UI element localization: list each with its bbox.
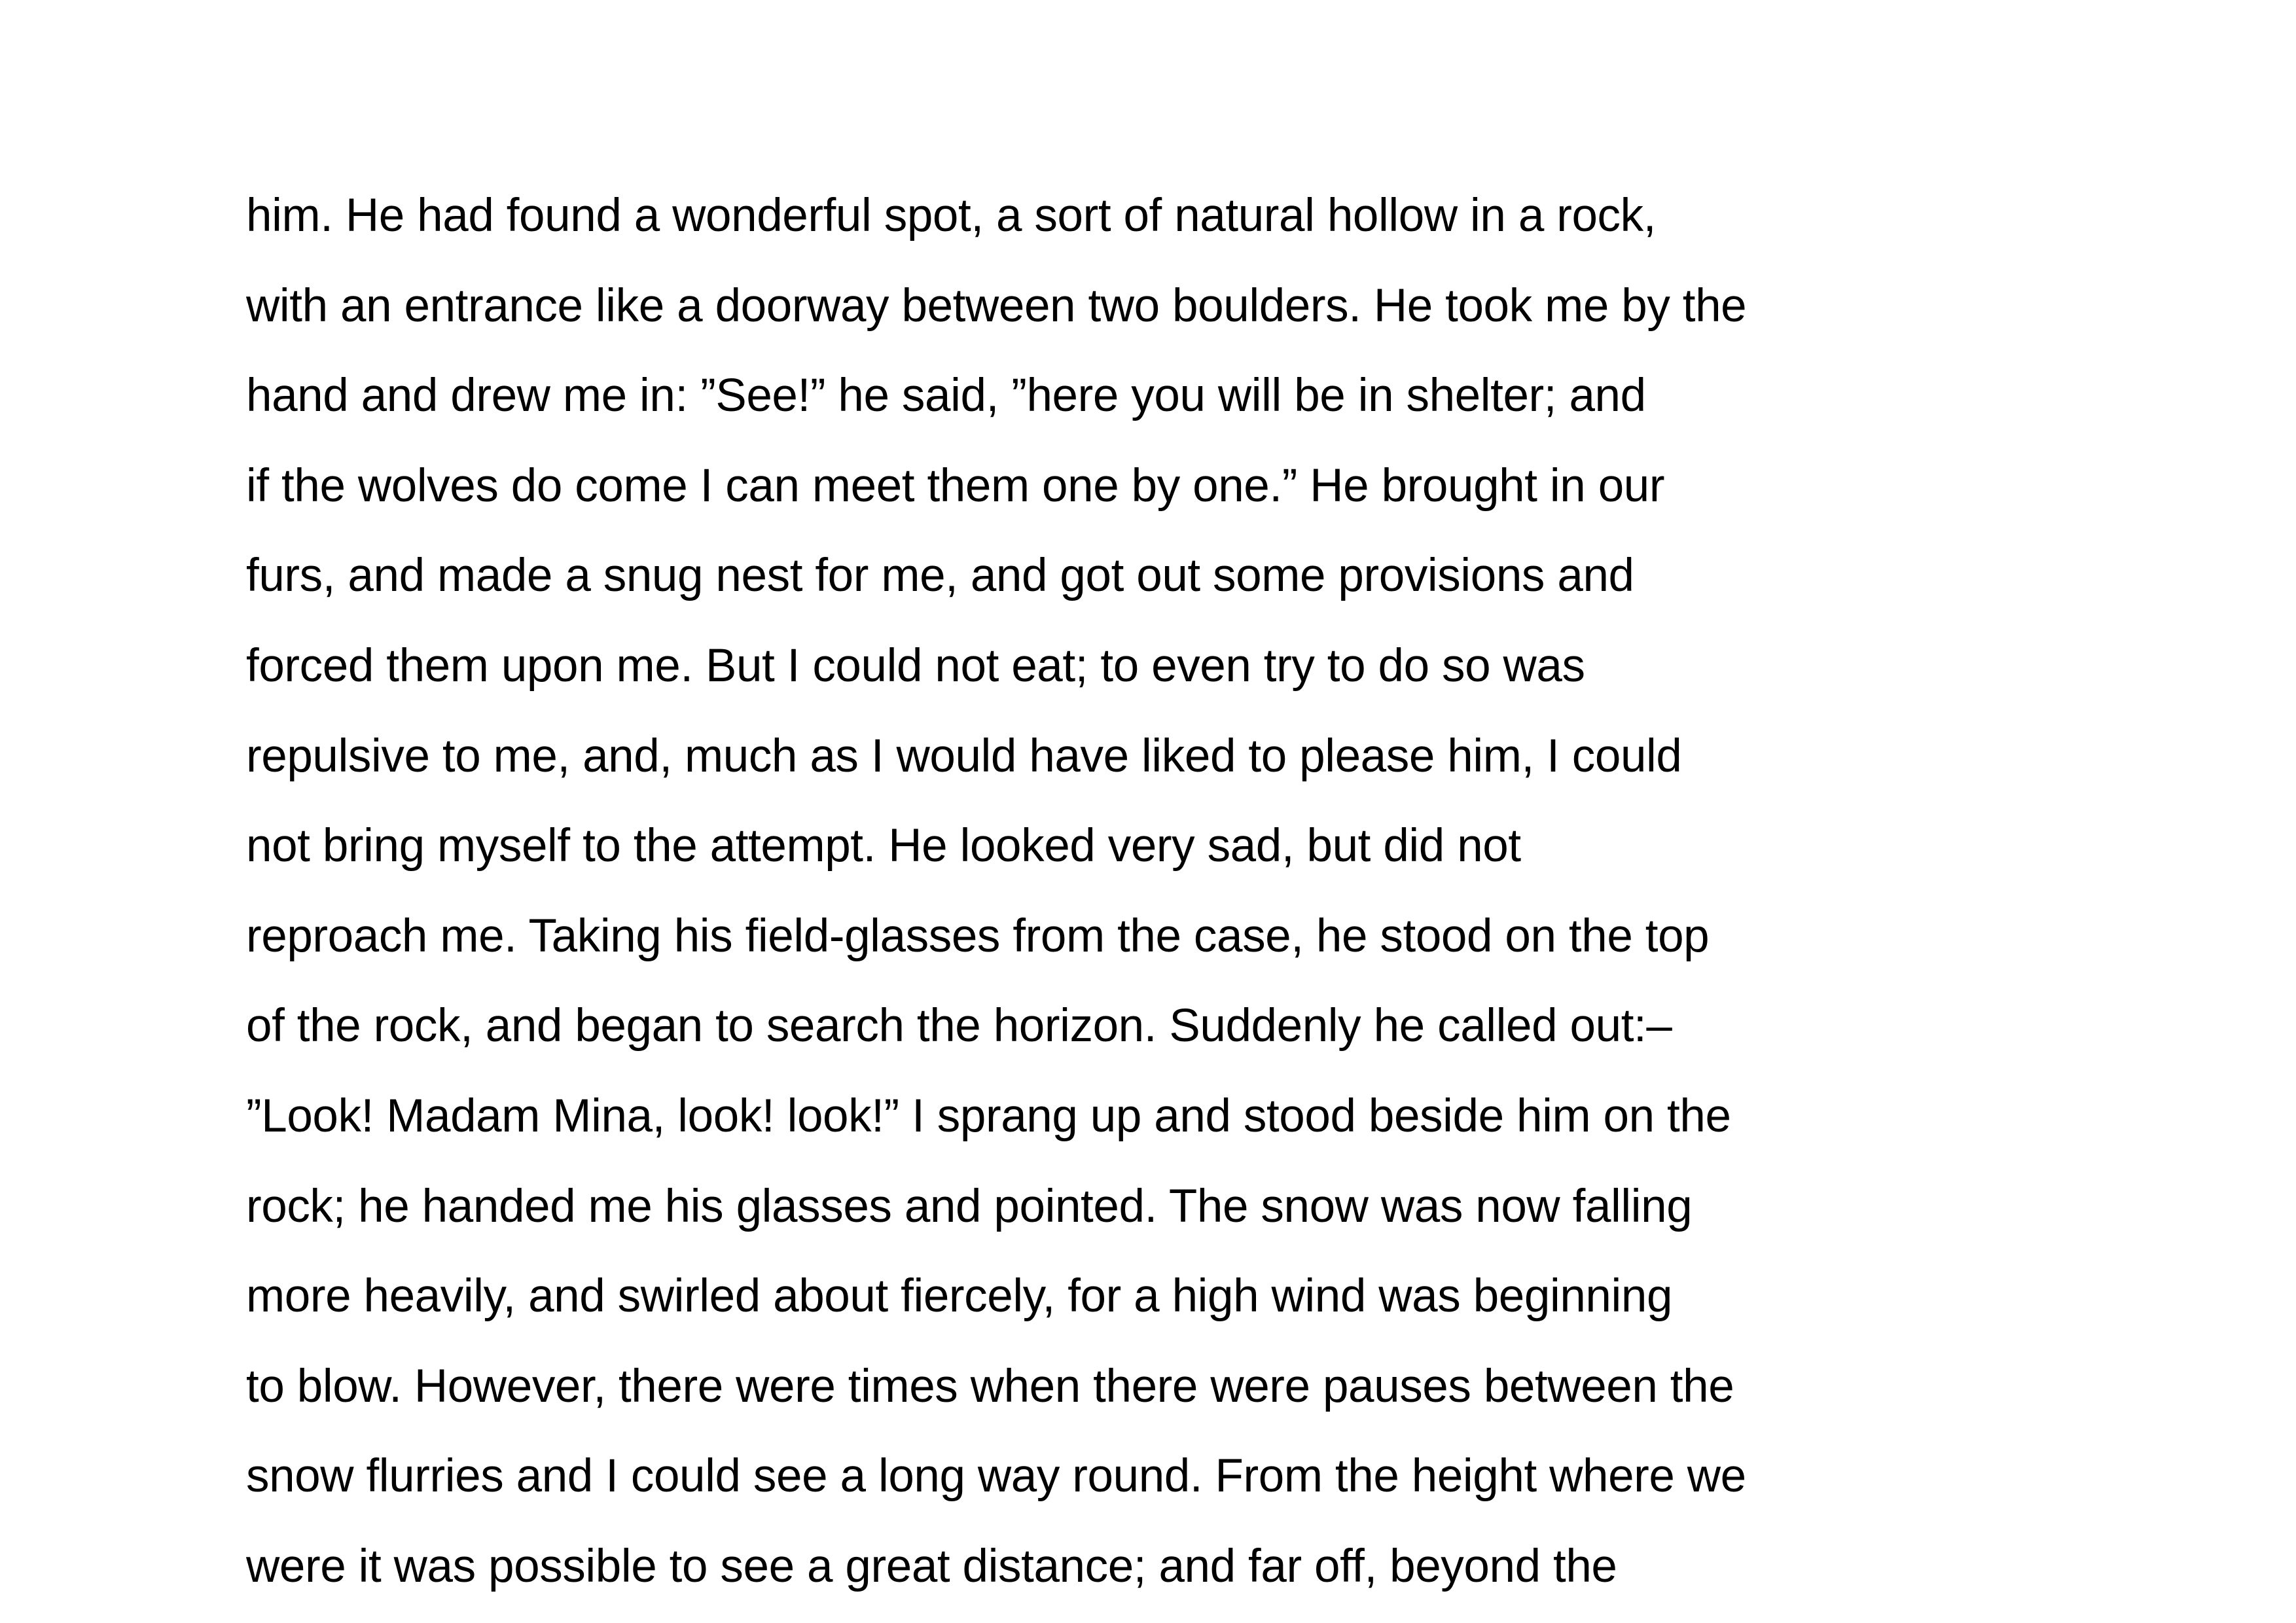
- text-line-4: if the wolves do come I can meet them one by one.” He brought in our: [246, 459, 1665, 512]
- text-line-2: with an entrance like a doorway between two boulders. He took me by the: [246, 279, 1747, 332]
- text-line-6: forced them upon me. But I could not eat; to even try to do so was: [246, 639, 1585, 692]
- text-line-11: ”Look! Madam Mina, look! look!” I sprang up and stood beside him on the: [246, 1090, 1731, 1142]
- body-text: [246, 177, 2144, 1618]
- text-line-7: repulsive to me, and, much as I would have liked to please him, I could: [246, 730, 1682, 782]
- text-line-13: more heavily, and swirled about fiercely, for a high wind was beginning: [246, 1270, 1673, 1323]
- text-line-1: him. He had found a wonderful spot, a sort of natural hollow in a rock,: [246, 190, 1657, 241]
- text-line-5: furs, and made a snug nest for me, and got out some provisions and: [246, 550, 1634, 602]
- text-line-16: were it was possible to see a great distance; and far off, beyond the: [246, 1540, 1617, 1592]
- text-line-15: snow flurries and I could see a long way round. From the height where we: [246, 1450, 1746, 1503]
- text-line-10: of the rock, and began to search the horizon. Suddenly he called out:–: [246, 1000, 1672, 1052]
- text-line-8: not bring myself to the attempt. He looked very sad, but did not: [246, 820, 1521, 872]
- text-line-3: hand and drew me in: ”See!” he said, ”here you will be in shelter; and: [246, 370, 1646, 422]
- text-line-9: reproach me. Taking his field-glasses from the case, he stood on the top: [246, 910, 1710, 962]
- text-line-12: rock; he handed me his glasses and pointed. The snow was now falling: [246, 1180, 1693, 1232]
- text-line-14: to blow. However, there were times when there were pauses between the: [246, 1360, 1734, 1412]
